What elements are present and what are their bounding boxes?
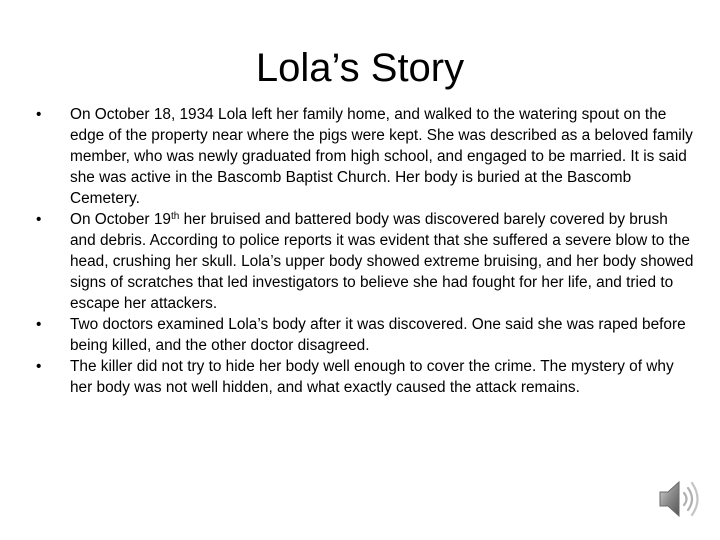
slide-title: Lola’s Story xyxy=(255,46,465,90)
bullet-marker: • xyxy=(36,106,42,123)
speaker-icon-graphic xyxy=(654,474,704,524)
bullet-marker: • xyxy=(36,316,42,333)
bullet-text-4: The killer did not try to hide her body well enough to cover the crime. The mystery of why her body was not well hidden, and what exactly caused the attack remains. xyxy=(70,358,674,396)
bullet-text-1: On October 18, 1934 Lola left her family home, and walked to the watering spout on the edge of the property near where the pigs were kept. She was described as a beloved family member, who was newly graduated from high school, and engaged to be married. It is said she was active in the Bascomb Baptist Church. Her body is buried at the Bascomb Cemetery. xyxy=(70,106,693,207)
bullet-item-3 xyxy=(36,314,696,356)
bullet-marker: • xyxy=(36,358,42,375)
bullet-item-1 xyxy=(36,104,696,209)
bullet-item-2 xyxy=(36,209,696,314)
bullet-text-2-end: her bruised and battered body was discovered barely covered by brush and debris. According to police reports it was evident that she suffered a severe blow to the head, crushing her skull. Lola’s upper body showed extreme bruising, and her body showed signs of scratches that led investigators to believe she had fought for her life, and tried to escape her attackers. xyxy=(70,211,694,312)
bullet-list xyxy=(36,104,696,398)
bullet-text-2-superscript: th xyxy=(170,211,180,222)
speaker-icon[interactable] xyxy=(654,474,704,524)
bullet-text-2-start: On October 19 xyxy=(70,211,171,228)
bullet-marker: • xyxy=(36,211,42,228)
bullet-item-4 xyxy=(36,356,696,398)
bullet-text-3: Two doctors examined Lola’s body after it was discovered. One said she was raped before being killed, and the other doctor disagreed. xyxy=(70,316,686,354)
